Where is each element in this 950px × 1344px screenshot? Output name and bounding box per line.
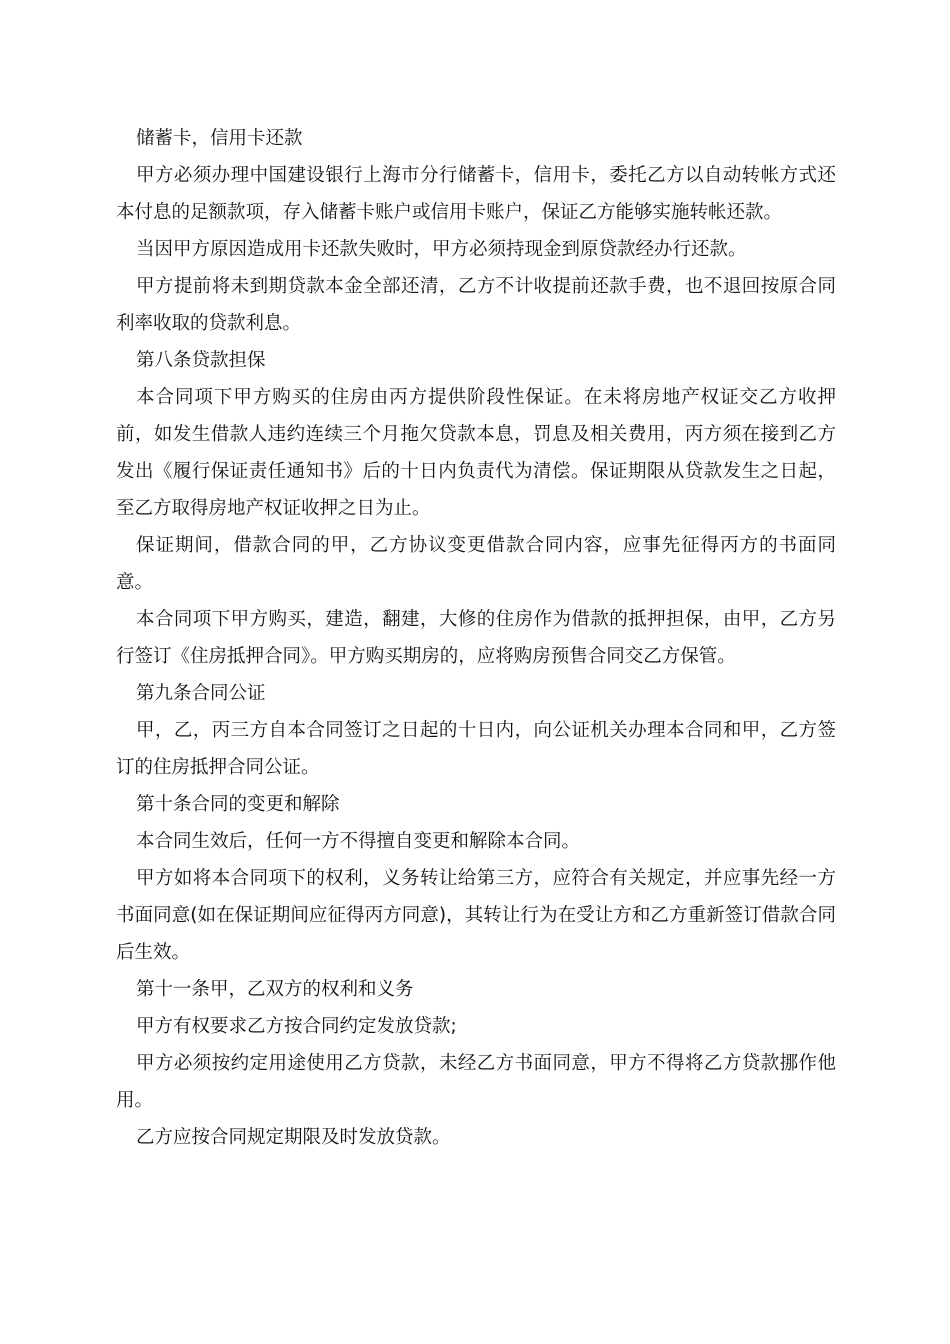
body-paragraph: 甲方必须按约定用途使用乙方贷款，未经乙方书面同意，甲方不得将乙方贷款挪作他用。 [116, 1053, 836, 1111]
section-heading: 第九条合同公证 [136, 683, 266, 704]
section-heading: 第十条合同的变更和解除 [136, 794, 340, 815]
body-paragraph: 甲方提前将未到期贷款本金全部还清，乙方不计收提前还款手费，也不退回按原合同利率收取的贷款利息。 [116, 276, 836, 334]
body-paragraph: 本合同项下甲方购买的住房由丙方提供阶段性保证。在未将房地产权证交乙方收押前，如发生借款人违约连续三个月拖欠贷款本息，罚息及相关费用，丙方须在接到乙方发出《履行保证责任通知书》后的十日内负责代为清偿。保证期限从贷款发生之日起，至乙方取得房地产权证收押之日为止。 [116, 387, 836, 519]
section-heading: 第八条贷款担保 [136, 350, 266, 371]
body-paragraph: 本合同生效后，任何一方不得擅自变更和解除本合同。 [136, 831, 581, 852]
section-heading: 储蓄卡，信用卡还款 [136, 128, 303, 149]
section-heading: 第十一条甲，乙双方的权利和义务 [136, 979, 414, 1000]
document-page [116, 120, 836, 1156]
body-paragraph: 乙方应按合同规定期限及时发放贷款。 [136, 1127, 451, 1148]
body-paragraph: 当因甲方原因造成用卡还款失败时，甲方必须持现金到原贷款经办行还款。 [136, 239, 747, 260]
body-paragraph: 甲方有权要求乙方按合同约定发放贷款; [136, 1016, 457, 1037]
body-paragraph: 保证期间，借款合同的甲，乙方协议变更借款合同内容，应事先征得丙方的书面同意。 [116, 535, 836, 593]
body-paragraph: 甲方如将本合同项下的权利，义务转让给第三方，应符合有关规定，并应事先经一方书面同意(如在保证期间应征得丙方同意)，其转让行为在受让方和乙方重新签订借款合同后生效。 [116, 868, 836, 963]
body-paragraph: 本合同项下甲方购买，建造，翻建，大修的住房作为借款的抵押担保，由甲，乙方另行签订《住房抵押合同》。甲方购买期房的，应将购房预售合同交乙方保管。 [116, 609, 836, 667]
body-paragraph: 甲，乙，丙三方自本合同签订之日起的十日内，向公证机关办理本合同和甲，乙方签订的住房抵押合同公证。 [116, 720, 836, 778]
body-paragraph: 甲方必须办理中国建设银行上海市分行储蓄卡，信用卡，委托乙方以自动转帐方式还本付息的足额款项，存入储蓄卡账户或信用卡账户，保证乙方能够实施转帐还款。 [116, 165, 836, 223]
